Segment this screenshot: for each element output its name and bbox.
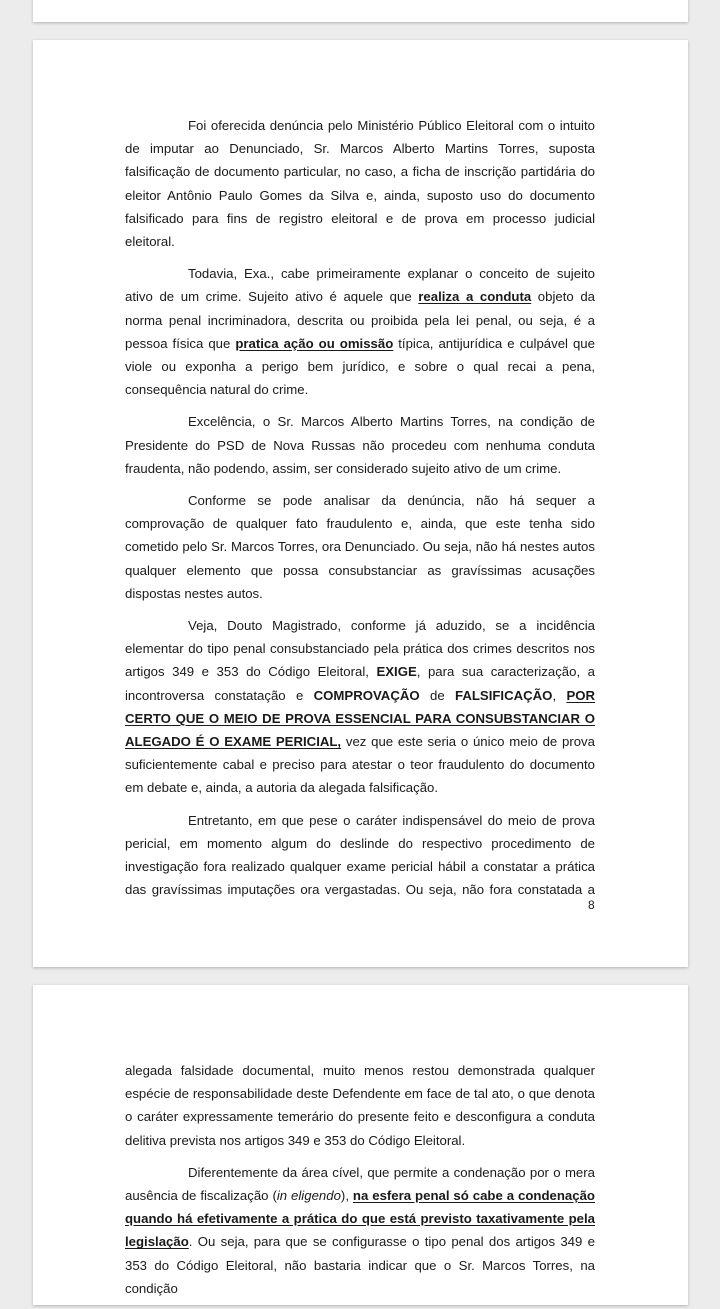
document-page xyxy=(33,40,688,967)
page-number: 8 xyxy=(588,898,595,912)
paragraph-continuation: alegada falsidade documental, muito menos restou demonstrada qualquer espécie de responsabilidade deste Defendente em face de tal ato, o que denota o caráter expressamente temerário do presente feito e desconfigura a conduta delitiva prevista nos artigos 349 e 353 do Código Eleitoral. xyxy=(125,1063,595,1148)
text-run: , xyxy=(552,687,567,703)
page-body xyxy=(125,1059,595,1309)
underlined-bold-text: na esfera penal só cabe a condenação quando há efetivamente a prática do que está previsto taxativamente pela legislação xyxy=(125,1188,595,1250)
text-run: típica, antijurídica e culpável que viole ou exponha a perigo bem jurídico, e sobre o qual recai a pena, consequência natural do crime. xyxy=(125,335,595,398)
underlined-bold-text: realiza a conduta xyxy=(418,289,532,305)
paragraph-4: Conforme se pode analisar da denúncia, não há sequer a comprovação de qualquer fato fraudulento e, ainda, que este tenha sido cometido pelo Sr. Marcos Torres, ora Denunciado. Ou seja, não há nestes autos qualquer elemento que possa consubstanciar as gravíssimas acusações dispostas nestes autos. xyxy=(125,493,595,601)
paragraph-2 xyxy=(125,1161,595,1300)
text-run: , para sua caracterização, a incontroversa constatação e xyxy=(125,664,595,703)
text-run: objeto da norma penal incriminadora, descrita ou proibida pela lei penal, ou seja, é a pessoa física que xyxy=(125,289,595,351)
paragraph-5 xyxy=(125,614,595,800)
page-body xyxy=(125,114,595,911)
text-run: Diferentemente da área cível, que permite a condenação por o mera ausência de fiscalização ( xyxy=(125,1164,595,1204)
paragraph-6: Entretanto, em que pese o caráter indispensável do meio de prova pericial, em momento algum do deslinde do respectivo procedimento de investigação fora realizado qualquer exame pericial hábil a constatar a prática das gravíssimas imputações ora vergastadas. Ou seja, não fora constatada a xyxy=(125,812,595,898)
underlined-bold-text: pratica ação ou omissão xyxy=(235,335,394,351)
text-run: Veja, Douto Magistrado, conforme já aduzido, se a incidência elementar do tipo penal consubstanciado pela prática dos crimes descritos nos artigos 349 e 353 do Código Eleitoral, xyxy=(125,618,595,680)
paragraph-3: Excelência, o Sr. Marcos Alberto Martins Torres, na condição de Presidente do PSD de Nova Russas não procedeu com nenhuma conduta fraudenta, não podendo, assim, ser considerado sujeito ativo de um crime. xyxy=(125,414,595,476)
previous-page-bottom xyxy=(33,0,688,22)
text-run: . Ou seja, para que se configurasse o tipo penal dos artigos 349 e 353 do Código Eleitoral, não bastaria indicar que o Sr. Marcos Torres, na condição xyxy=(125,1234,595,1296)
bold-text: COMPROVAÇÃO xyxy=(313,687,420,703)
italic-text: in eligendo xyxy=(276,1188,341,1204)
text-run: vez que este seria o único meio de prova suficientemente cabal e preciso para atestar o teor fraudulento do documento em debate e, ainda, a autoria da alegada falsificação. xyxy=(125,734,595,796)
paragraph-1: Foi oferecida denúncia pelo Ministério Público Eleitoral com o intuito de imputar ao Denunciado, Sr. Marcos Alberto Martins Torres, suposta falsificação de documento particular, no caso, a ficha de inscrição partidária do eleitor Antônio Paulo Gomes da Silva e, ainda, suposto uso do documento falsificado para fins de registro eleitoral e de prova em processo judicial eleitoral. xyxy=(125,118,595,250)
bold-text: EXIGE xyxy=(376,664,417,680)
text-run: ), xyxy=(340,1188,353,1204)
text-run: de xyxy=(419,687,455,703)
next-document-page xyxy=(33,985,688,1305)
text-run: Todavia, Exa., cabe primeiramente explanar o conceito de sujeito ativo de um crime. Sujeito ativo é aquele que xyxy=(125,266,595,305)
bold-text: FALSIFICAÇÃO xyxy=(455,687,553,703)
paragraph-2 xyxy=(125,262,595,401)
underlined-bold-text: POR CERTO QUE O MEIO DE PROVA ESSENCIAL PARA CONSUBSTANCIAR O ALEGADO É O EXAME PERICIAL, xyxy=(125,687,596,750)
